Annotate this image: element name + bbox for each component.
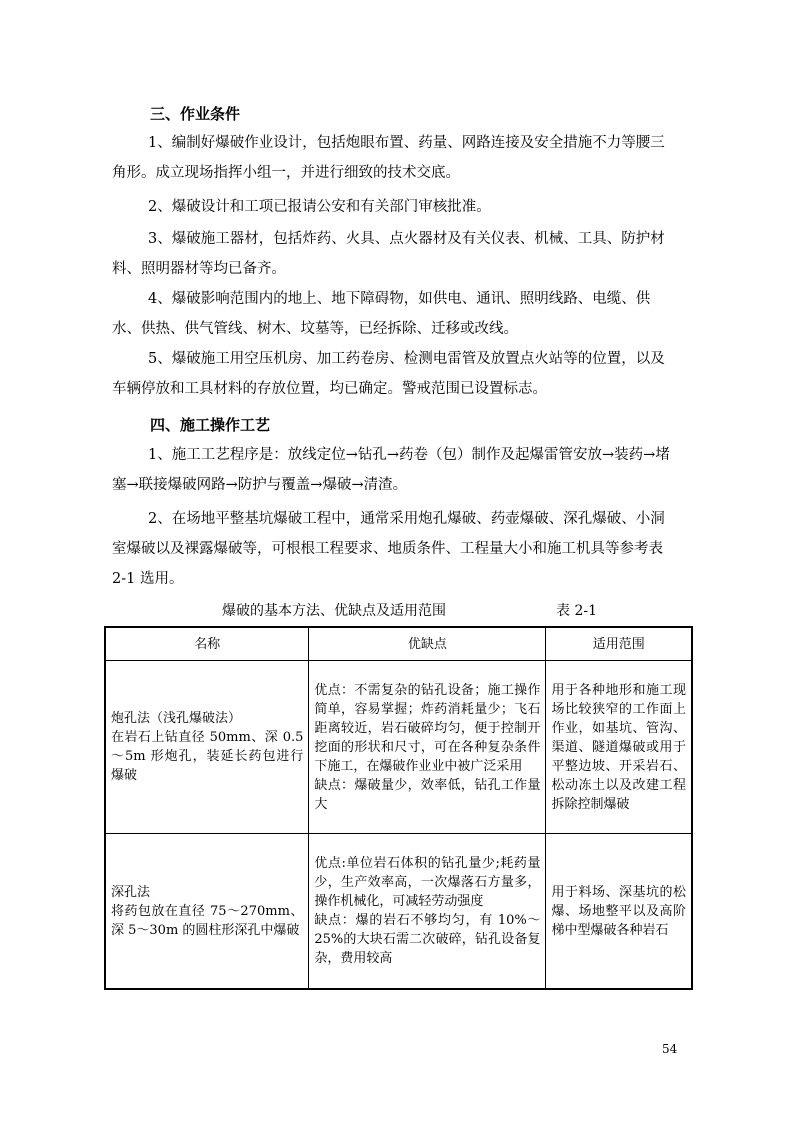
paragraph: 1、编制好爆破作业设计，包括炮眼布置、药量、网路连接及安全措施不力等腰三角形。成立现场指挥小组一，并进行细致的技术交底。 bbox=[112, 135, 665, 181]
paragraph: 2、爆破设计和工项已报请公安和有关部门审核批准。 bbox=[148, 199, 491, 215]
table-row bbox=[105, 834, 692, 990]
page-number: 54 bbox=[662, 1042, 678, 1056]
column-header-scope: 适用范围 bbox=[546, 627, 692, 661]
pros-cons-cell: 优点：不需复杂的钻孔设备；施工操作简单，容易掌握；炸药消耗量少；飞石距离较近，岩石破碎均匀，便于控制开挖面的形状和尺寸，可在各种复杂条件下施工，在爆破作业业中被广泛采用 缺点：爆破量少，效率低，钻孔工作量大 bbox=[309, 661, 546, 834]
blasting-methods-table bbox=[104, 626, 693, 990]
scope-cell: 用于料场、深基坑的松爆、场地整平以及高阶梯中型爆破各种岩石 bbox=[546, 834, 692, 990]
section-heading-construction-process: 四、施工操作工艺 bbox=[150, 416, 271, 434]
table-header-row bbox=[105, 627, 692, 661]
column-header-pros-cons: 优缺点 bbox=[309, 627, 546, 661]
paragraph: 2、在场地平整基坑爆破工程中，通常采用炮孔爆破、药壶爆破、深孔爆破、小洞室爆破以及裸露爆破等，可根根工程要求、地质条件、工程量大小和施工机具等参考表 2-1 选用。 bbox=[112, 511, 665, 587]
table-number: 表 2-1 bbox=[556, 603, 597, 619]
section-heading-work-conditions: 三、作业条件 bbox=[150, 105, 241, 123]
table-row bbox=[105, 661, 692, 834]
paragraph: 3、爆破施工器材，包括炸药、火具、点火器材及有关仪表、机械、工具、防护材料、照明器材等均已备齐。 bbox=[112, 231, 665, 277]
paragraph: 1、施工工艺程序是：放线定位→钻孔→药卷（包）制作及起爆雷管安放→装药→堵塞→联接爆破网路→防护与覆盖→爆破→清渣。 bbox=[112, 447, 670, 493]
scope-cell: 用于各种地形和施工现场比较狭窄的工作面上作业，如基坑、管沟、渠道、隧道爆破或用于平整边坡、开采岩石、松动冻土以及改建工程拆除控制爆破 bbox=[546, 661, 692, 834]
paragraph: 5、爆破施工用空压机房、加工药卷房、检测电雷管及放置点火站等的位置，以及车辆停放和工具材料的存放位置，均已确定。警戒范围已设置标志。 bbox=[112, 351, 665, 397]
column-header-name: 名称 bbox=[105, 627, 309, 661]
pros-cons-cell: 优点:单位岩石体积的钻孔量少;耗药量少，生产效率高，一次爆落石方量多，操作机械化，可减轻劳动强度 缺点：爆的岩石不够均匀，有 10%～25%的大块石需二次破碎，钻孔设备复杂，费用较高 bbox=[309, 834, 546, 990]
table-caption: 爆破的基本方法、优缺点及适用范围 表 2-1 bbox=[222, 600, 622, 620]
method-name-cell: 炮孔法（浅孔爆破法） 在岩石上钻直径 50mm、深 0.5～5m 形炮孔，装延长药包进行爆破 bbox=[105, 661, 309, 834]
method-name-cell: 深孔法 将药包放在直径 75～270mm、深 5～30m 的圆柱形深孔中爆破 bbox=[105, 834, 309, 990]
paragraph: 4、爆破影响范围内的地上、地下障碍物，如供电、通讯、照明线路、电缆、供水、供热、供气管线、树木、坟墓等，已经拆除、迁移或改线。 bbox=[112, 291, 651, 337]
